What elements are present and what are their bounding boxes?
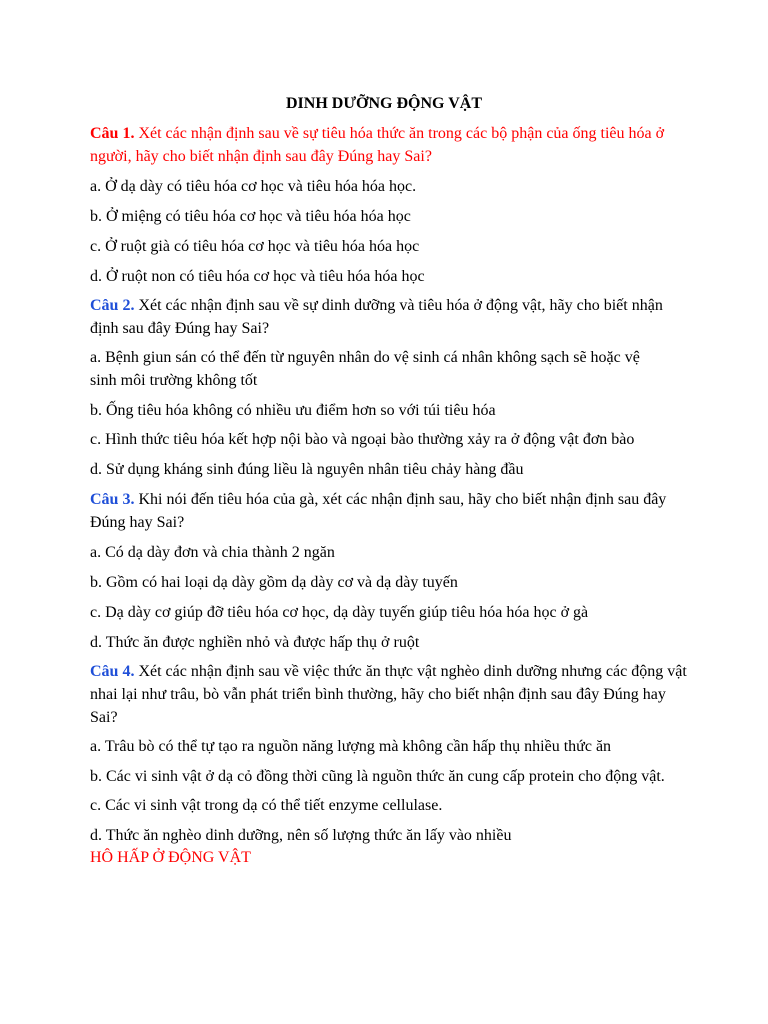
question-1-option-b: b. Ở miệng có tiêu hóa cơ học và tiêu hóa hóa học (90, 208, 411, 225)
question-3-number: Câu 3. (90, 491, 135, 508)
question-2-option-b: b. Ống tiêu hóa không có nhiều ưu điểm hơn so với túi tiêu hóa (90, 402, 496, 419)
section-heading: HÔ HẤP Ở ĐỘNG VẬT (90, 849, 251, 866)
question-1-stem: Xét các nhận định sau về sự tiêu hóa thức ăn trong các bộ phận của ống tiêu hóa ở người, hãy cho biết nhận định sau đây Đúng hay Sai? (90, 125, 665, 165)
question-2-stem: Xét các nhận định sau về sự dinh dưỡng và tiêu hóa ở động vật, hãy cho biết nhận định sau đây Đúng hay Sai? (90, 297, 663, 337)
question-4-option-b: b. Các vi sinh vật ở dạ cỏ đồng thời cũng là nguồn thức ăn cung cấp protein cho động vật. (90, 768, 665, 785)
question-3-option-a: a. Có dạ dày đơn và chia thành 2 ngăn (90, 544, 335, 561)
question-1-option-c: c. Ở ruột già có tiêu hóa cơ học và tiêu hóa hóa học (90, 238, 420, 255)
question-4-option-c: c. Các vi sinh vật trong dạ có thể tiết enzyme cellulase. (90, 797, 443, 814)
question-4-option-a: a. Trâu bò có thể tự tạo ra nguồn năng lượng mà không cần hấp thụ nhiều thức ăn (90, 738, 612, 755)
question-1 (90, 122, 690, 168)
question-4 (90, 660, 690, 729)
question-1-number: Câu 1. (90, 125, 135, 142)
question-1-option-a: a. Ở dạ dày có tiêu hóa cơ học và tiêu hóa hóa học. (90, 178, 417, 195)
document-title: DINH DƯỠNG ĐỘNG VẬT (285, 95, 482, 112)
question-4-number: Câu 4. (90, 663, 135, 680)
question-2 (90, 294, 690, 340)
question-4-option-d: d. Thức ăn nghèo dinh dưỡng, nên số lượng thức ăn lấy vào nhiều (90, 827, 512, 844)
question-1-option-d: d. Ở ruột non có tiêu hóa cơ học và tiêu hóa hóa học (90, 268, 425, 285)
question-2-option-d: d. Sử dụng kháng sinh đúng liều là nguyên nhân tiêu chảy hàng đầu (90, 461, 524, 478)
question-4-stem: Xét các nhận định sau về việc thức ăn thực vật nghèo dinh dưỡng nhưng các động vật nhai lại như trâu, bò vẫn phát triển bình thường, hãy cho biết nhận định sau đây Đúng hay Sai? (90, 663, 687, 726)
question-2-number: Câu 2. (90, 297, 135, 314)
question-3-option-c: c. Dạ dày cơ giúp đỡ tiêu hóa cơ học, dạ dày tuyến giúp tiêu hóa hóa học ở gà (90, 604, 589, 621)
question-2-option-c: c. Hình thức tiêu hóa kết hợp nội bào và ngoại bào thường xảy ra ở động vật đơn bào (90, 431, 635, 448)
question-2-option-a: a. Bệnh giun sán có thể đến từ nguyên nhân do vệ sinh cá nhân không sạch sẽ hoặc vệ sinh môi trường không tốt (90, 349, 640, 389)
question-3-stem: Khi nói đến tiêu hóa của gà, xét các nhận định sau, hãy cho biết nhận định sau đây Đúng hay Sai? (90, 491, 667, 531)
question-3-option-b: b. Gồm có hai loại dạ dày gồm dạ dày cơ và dạ dày tuyến (90, 574, 458, 591)
question-3-option-d: d. Thức ăn được nghiền nhỏ và được hấp thụ ở ruột (90, 634, 420, 651)
question-3 (90, 488, 690, 534)
